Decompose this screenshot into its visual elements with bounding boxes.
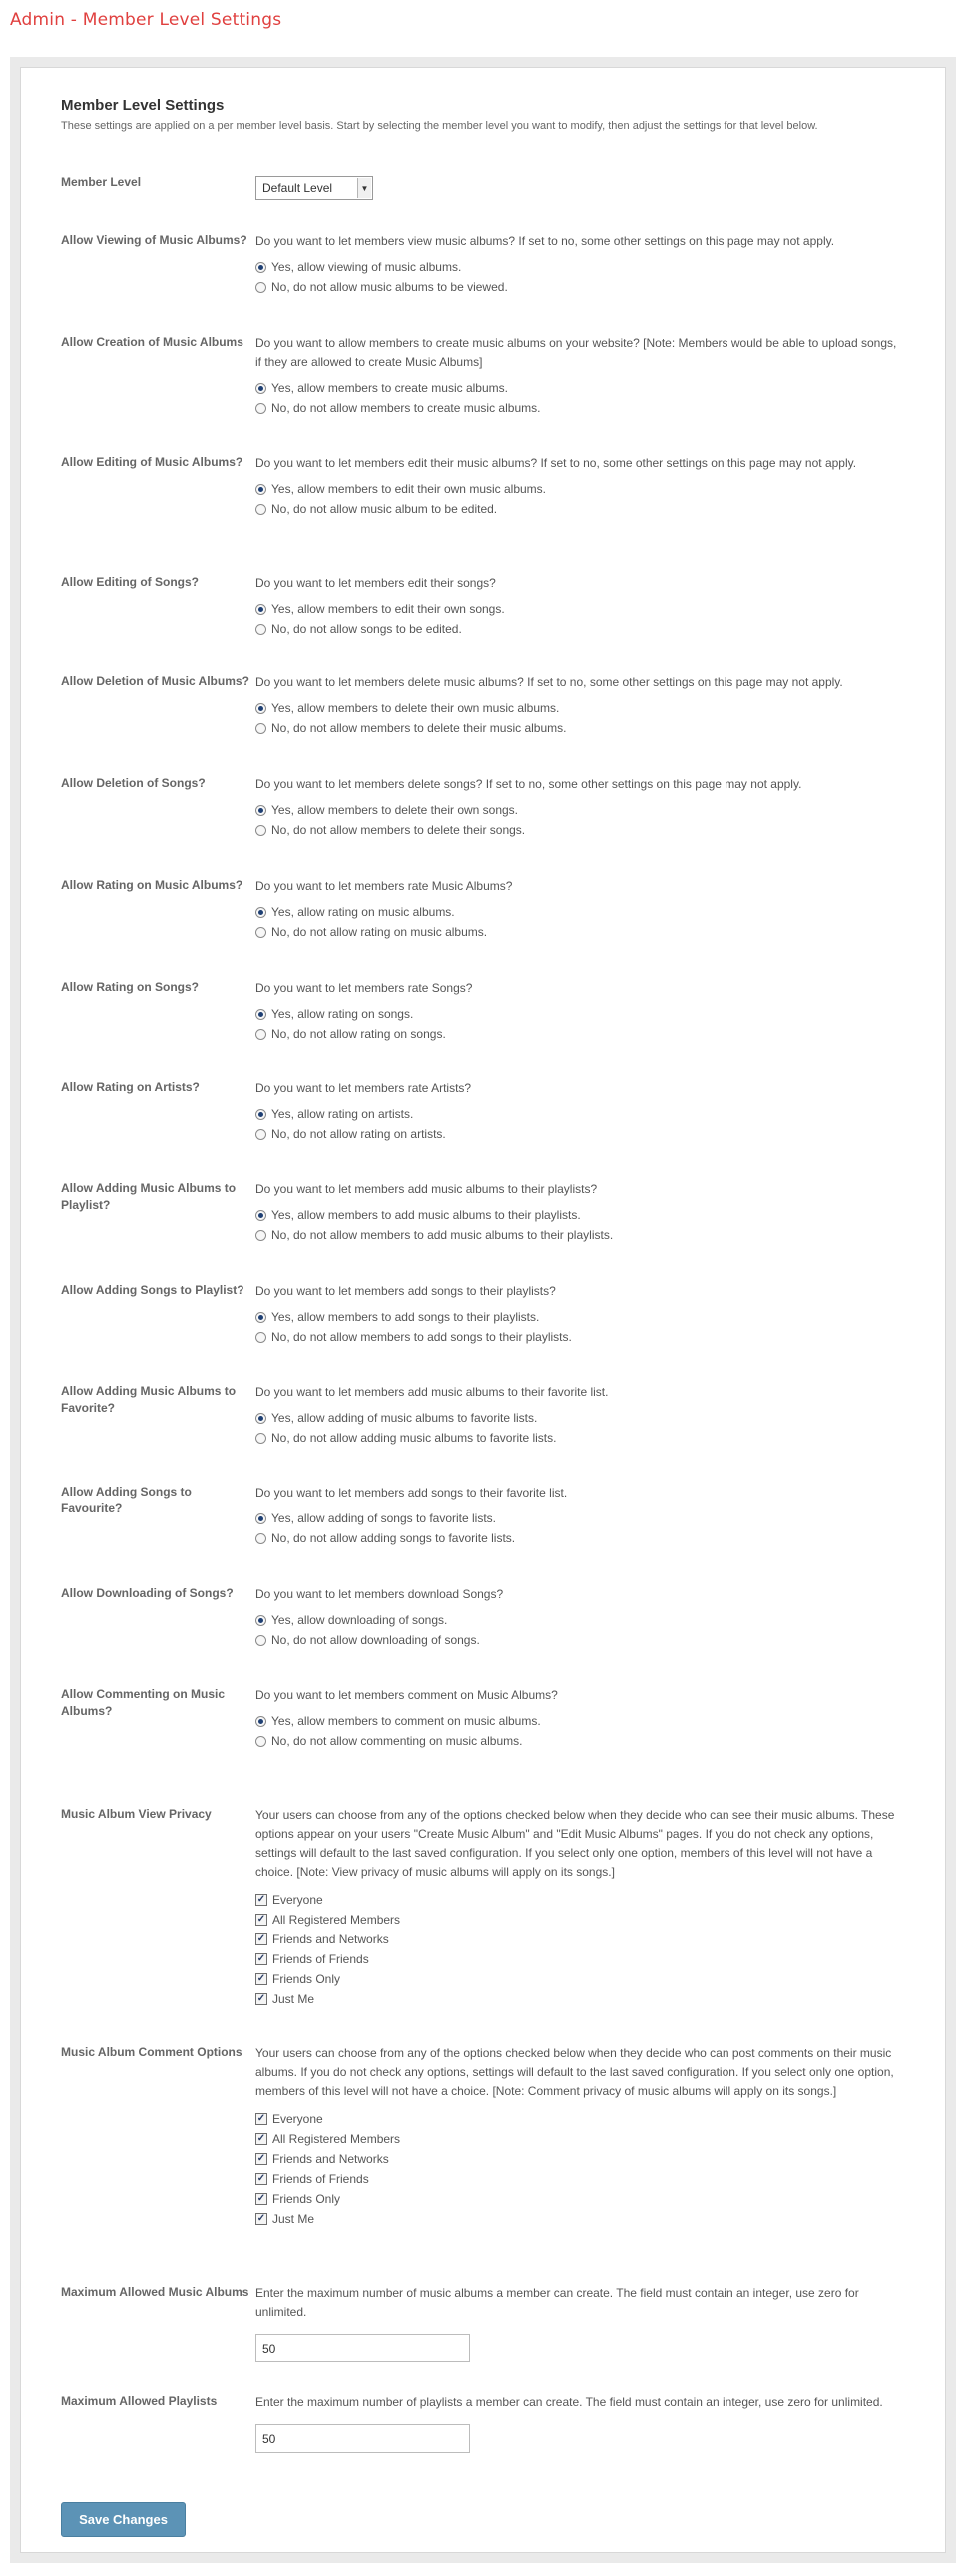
- radio-option-label: Yes, allow rating on music albums.: [271, 905, 455, 919]
- setting-label: Music Album Comment Options: [61, 2045, 242, 2059]
- setting-element: [255, 1180, 904, 1245]
- radio-selected[interactable]: [255, 1312, 266, 1323]
- radio-group: [255, 800, 904, 840]
- radio-group: [255, 902, 904, 942]
- radio-option[interactable]: [255, 1124, 904, 1144]
- member-level-selected-value: Default Level: [262, 181, 333, 195]
- radio-option[interactable]: [255, 922, 904, 942]
- checkbox-option-label: Everyone: [272, 2112, 323, 2126]
- radio-unselected[interactable]: [255, 1129, 266, 1140]
- checkbox-option-label: All Registered Members: [272, 1913, 401, 1927]
- member-level-label: Member Level: [61, 175, 142, 189]
- setting-description: Do you want to let members delete songs? If set to no, some other settings on this page may not apply.: [255, 777, 802, 791]
- radio-option-label: Yes, allow members to create music albums.: [271, 381, 508, 395]
- radio-option[interactable]: [255, 1024, 904, 1044]
- radio-option[interactable]: [255, 1225, 904, 1245]
- member-level-select[interactable]: [255, 176, 373, 200]
- check-icon[interactable]: ✓: [256, 1953, 266, 1964]
- radio-option-label: No, do not allow members to add music albums to their playlists.: [271, 1228, 614, 1242]
- radio-option[interactable]: [255, 1104, 904, 1124]
- radio-option[interactable]: [255, 1630, 904, 1650]
- check-icon[interactable]: ✓: [256, 1993, 266, 2004]
- radio-option-label: Yes, allow rating on songs.: [271, 1007, 414, 1021]
- checkbox-option[interactable]: [255, 2129, 904, 2149]
- radio-option-label: No, do not allow members to delete their music albums.: [271, 721, 567, 735]
- settings-panel: [20, 67, 946, 2553]
- radio-option[interactable]: [255, 378, 904, 398]
- radio-option-label: No, do not allow members to add songs to their playlists.: [271, 1330, 572, 1344]
- check-icon[interactable]: ✓: [256, 2193, 266, 2204]
- settings-panel-frame: [10, 57, 956, 2563]
- radio-unselected[interactable]: [255, 723, 266, 734]
- setting-element: [255, 2284, 904, 2362]
- radio-option-label: No, do not allow songs to be edited.: [271, 622, 462, 636]
- radio-selected[interactable]: [255, 383, 266, 394]
- radio-unselected[interactable]: [255, 927, 266, 938]
- setting-label: Allow Deletion of Music Albums?: [61, 674, 249, 688]
- checkbox-option[interactable]: [255, 1969, 904, 1989]
- radio-option[interactable]: [255, 599, 904, 619]
- check-icon[interactable]: ✓: [256, 2213, 266, 2224]
- setting-description: Your users can choose from any of the options checked below when they decide who can see their music albums. These options appear on your users "Create Music Album" and "Edit Music Albums" pages. If you do not check any options, settings will default to the last saved configuration. If you select only one option, members of this level will not have a choice. [Note: View privacy of music albums will apply on its songs.]: [255, 1808, 895, 1879]
- checkbox-group: [255, 2109, 904, 2229]
- setting-label: Maximum Allowed Playlists: [61, 2394, 218, 2408]
- checkbox-option[interactable]: [255, 2189, 904, 2209]
- setting-element: [255, 334, 904, 418]
- setting-description: Do you want to let members delete music albums? If set to no, some other settings on this page may not apply.: [255, 675, 843, 689]
- radio-option[interactable]: [255, 698, 904, 718]
- setting-element: [255, 574, 904, 639]
- radio-selected[interactable]: [255, 1210, 266, 1221]
- setting-label: Allow Adding Songs to Favourite?: [61, 1485, 192, 1515]
- setting-description: Do you want to allow members to create music albums on your website? [Note: Members would be able to upload songs, if they are allowed to create Music Albums]: [255, 336, 897, 369]
- setting-element: [255, 1686, 904, 1751]
- setting-element: [255, 1282, 904, 1347]
- checkbox-group: [255, 1890, 904, 2009]
- radio-group: [255, 1004, 904, 1044]
- radio-option[interactable]: [255, 1408, 904, 1428]
- setting-label: Maximum Allowed Music Albums: [61, 2285, 249, 2299]
- setting-element: [255, 979, 904, 1044]
- setting-description: Do you want to let members edit their songs?: [255, 576, 496, 590]
- radio-option[interactable]: [255, 398, 904, 418]
- radio-option[interactable]: [255, 499, 904, 519]
- radio-selected[interactable]: [255, 262, 266, 273]
- form-title: Member Level Settings: [61, 97, 225, 114]
- checkbox-option-label: Friends Only: [272, 1972, 341, 1986]
- radio-option-label: No, do not allow adding songs to favorite lists.: [271, 1531, 516, 1545]
- setting-description: Do you want to let members download Songs?: [255, 1587, 504, 1601]
- radio-unselected[interactable]: [255, 403, 266, 414]
- radio-group: [255, 257, 904, 297]
- check-icon[interactable]: ✓: [256, 2153, 266, 2164]
- radio-option-label: No, do not allow rating on music albums.: [271, 925, 488, 939]
- radio-option-label: Yes, allow members to add songs to their playlists.: [271, 1310, 540, 1324]
- radio-unselected[interactable]: [255, 1029, 266, 1040]
- check-icon[interactable]: ✓: [256, 1973, 266, 1984]
- setting-description: Do you want to let members edit their music albums? If set to no, some other settings on this page may not apply.: [255, 456, 857, 470]
- setting-description: Do you want to let members add music albums to their playlists?: [255, 1182, 598, 1196]
- setting-element: [255, 1806, 904, 2009]
- setting-description: Do you want to let members add music albums to their favorite list.: [255, 1385, 609, 1399]
- setting-description: Enter the maximum number of music albums a member can create. The field must contain an integer, use zero for unlimited.: [255, 2286, 859, 2319]
- checkbox-option[interactable]: [255, 2209, 904, 2229]
- radio-selected[interactable]: [255, 1413, 266, 1424]
- checkbox-option[interactable]: [255, 2149, 904, 2169]
- radio-unselected[interactable]: [255, 1332, 266, 1343]
- setting-label: Allow Adding Music Albums to Playlist?: [61, 1181, 237, 1212]
- radio-option-label: Yes, allow members to delete their own songs.: [271, 803, 519, 817]
- setting-element: [255, 877, 904, 942]
- radio-option-label: Yes, allow adding of music albums to favorite lists.: [271, 1411, 538, 1425]
- checkbox-option-label: Everyone: [272, 1893, 323, 1907]
- checkbox-option[interactable]: [255, 1949, 904, 1969]
- setting-label: Allow Rating on Music Albums?: [61, 878, 243, 892]
- checkbox-option[interactable]: [255, 2169, 904, 2189]
- setting-element: [255, 232, 904, 297]
- radio-option-label: No, do not allow members to delete their songs.: [271, 823, 526, 837]
- max-playlists-input[interactable]: [255, 2424, 470, 2453]
- setting-label: Allow Editing of Music Albums?: [61, 455, 243, 469]
- checkbox-option-label: Just Me: [272, 2212, 315, 2226]
- checkbox-option-label: Friends and Networks: [272, 1932, 389, 1946]
- radio-option-label: No, do not allow rating on songs.: [271, 1027, 446, 1041]
- checkbox-option[interactable]: [255, 1890, 904, 1910]
- radio-unselected[interactable]: [255, 624, 266, 635]
- save-changes-button[interactable]: Save Changes: [61, 2502, 186, 2537]
- checkbox-option-label: Friends and Networks: [272, 2152, 389, 2166]
- setting-label: Allow Adding Music Albums to Favorite?: [61, 1384, 237, 1415]
- setting-element: [255, 673, 904, 738]
- radio-option-label: No, do not allow commenting on music albums.: [271, 1734, 523, 1748]
- radio-option[interactable]: [255, 1731, 904, 1751]
- radio-option-label: Yes, allow rating on artists.: [271, 1107, 414, 1121]
- setting-description: Do you want to let members rate Songs?: [255, 981, 473, 995]
- radio-selected[interactable]: [255, 1615, 266, 1626]
- radio-option[interactable]: [255, 277, 904, 297]
- radio-option-label: No, do not allow music album to be edited.: [271, 502, 498, 516]
- setting-element: [255, 1585, 904, 1650]
- radio-group: [255, 1711, 904, 1751]
- radio-selected[interactable]: [255, 907, 266, 918]
- radio-option-label: Yes, allow members to comment on music albums.: [271, 1714, 541, 1728]
- check-icon[interactable]: ✓: [256, 1933, 266, 1944]
- setting-description: Do you want to let members rate Artists?: [255, 1081, 472, 1095]
- setting-element: [255, 1484, 904, 1548]
- setting-label: Allow Deletion of Songs?: [61, 776, 206, 790]
- setting-description: Your users can choose from any of the options checked below when they decide who can post comments on their music albums. If you do not check any options, settings will default to the last saved configuration. If you select only one option, members of this level will not have a choice. [Note: Comment privacy of music albums will apply on its songs.]: [255, 2046, 894, 2098]
- setting-element: [255, 2393, 904, 2453]
- radio-option-label: Yes, allow adding of songs to favorite lists.: [271, 1511, 497, 1525]
- checkbox-option[interactable]: [255, 1989, 904, 2009]
- setting-label: Allow Downloading of Songs?: [61, 1586, 234, 1600]
- radio-option-label: Yes, allow downloading of songs.: [271, 1613, 448, 1627]
- check-icon[interactable]: ✓: [256, 1894, 266, 1905]
- checkbox-option-label: Just Me: [272, 1992, 315, 2006]
- radio-option[interactable]: [255, 1004, 904, 1024]
- radio-option-label: No, do not allow adding music albums to favorite lists.: [271, 1431, 557, 1445]
- radio-option[interactable]: [255, 1428, 904, 1448]
- radio-option[interactable]: [255, 718, 904, 738]
- radio-option[interactable]: [255, 1327, 904, 1347]
- radio-unselected[interactable]: [255, 1230, 266, 1241]
- radio-group: [255, 1508, 904, 1548]
- check-icon[interactable]: ✓: [256, 1914, 266, 1925]
- radio-selected[interactable]: [255, 604, 266, 615]
- setting-label: Allow Viewing of Music Albums?: [61, 233, 247, 247]
- radio-option-label: No, do not allow members to create music albums.: [271, 401, 541, 415]
- radio-unselected[interactable]: [255, 1736, 266, 1747]
- radio-group: [255, 1205, 904, 1245]
- checkbox-option-label: Friends Only: [272, 2192, 341, 2206]
- radio-option-label: Yes, allow members to edit their own music albums.: [271, 482, 547, 496]
- form-description: These settings are applied on a per member level basis. Start by selecting the member level you want to modify, then adjust the settings for that level below.: [61, 120, 818, 132]
- radio-option[interactable]: [255, 800, 904, 820]
- radio-unselected[interactable]: [255, 282, 266, 293]
- radio-group: [255, 1610, 904, 1650]
- radio-group: [255, 599, 904, 639]
- checkbox-option-label: Friends of Friends: [272, 1952, 369, 1966]
- setting-label: Allow Editing of Songs?: [61, 575, 199, 589]
- setting-element: [255, 1079, 904, 1144]
- setting-element: [255, 775, 904, 840]
- setting-description: Do you want to let members add songs to their favorite list.: [255, 1486, 568, 1500]
- radio-group: [255, 1104, 904, 1144]
- setting-label: Music Album View Privacy: [61, 1807, 212, 1821]
- radio-unselected[interactable]: [255, 504, 266, 515]
- checkbox-option[interactable]: [255, 1930, 904, 1949]
- checkbox-option-label: All Registered Members: [272, 2132, 401, 2146]
- setting-label: Allow Commenting on Music Albums?: [61, 1687, 225, 1718]
- setting-description: Do you want to let members add songs to their playlists?: [255, 1284, 556, 1298]
- radio-group: [255, 1408, 904, 1448]
- check-icon[interactable]: ✓: [256, 2173, 266, 2184]
- radio-group: [255, 1307, 904, 1347]
- radio-option[interactable]: [255, 1205, 904, 1225]
- radio-selected[interactable]: [255, 703, 266, 714]
- setting-description: Do you want to let members rate Music Albums?: [255, 879, 513, 893]
- radio-option[interactable]: [255, 820, 904, 840]
- radio-group: [255, 698, 904, 738]
- radio-option-label: Yes, allow members to add music albums to their playlists.: [271, 1208, 581, 1222]
- radio-selected[interactable]: [255, 484, 266, 495]
- chevron-down-icon[interactable]: ▼: [357, 178, 371, 198]
- radio-option[interactable]: [255, 1508, 904, 1528]
- radio-option[interactable]: [255, 1528, 904, 1548]
- max-albums-input[interactable]: [255, 2334, 470, 2362]
- setting-label: Allow Creation of Music Albums: [61, 335, 243, 349]
- radio-unselected[interactable]: [255, 825, 266, 836]
- radio-option[interactable]: [255, 257, 904, 277]
- radio-unselected[interactable]: [255, 1433, 266, 1444]
- radio-option-label: No, do not allow downloading of songs.: [271, 1633, 480, 1647]
- radio-selected[interactable]: [255, 1513, 266, 1524]
- checkbox-option[interactable]: [255, 2109, 904, 2129]
- radio-option[interactable]: [255, 1307, 904, 1327]
- radio-option-label: Yes, allow viewing of music albums.: [271, 260, 462, 274]
- radio-option[interactable]: [255, 619, 904, 639]
- radio-group: [255, 378, 904, 418]
- checkbox-option[interactable]: [255, 1910, 904, 1930]
- settings-form: [61, 97, 917, 2527]
- radio-selected[interactable]: [255, 1009, 266, 1020]
- radio-option[interactable]: [255, 902, 904, 922]
- check-icon[interactable]: ✓: [256, 2113, 266, 2124]
- setting-element: [255, 2044, 904, 2229]
- radio-selected[interactable]: [255, 1716, 266, 1727]
- radio-option-label: Yes, allow members to delete their own music albums.: [271, 701, 560, 715]
- radio-group: [255, 479, 904, 519]
- setting-label: Allow Rating on Artists?: [61, 1080, 200, 1094]
- setting-description: Enter the maximum number of playlists a member can create. The field must contain an integer, use zero for unlimited.: [255, 2395, 883, 2409]
- radio-option[interactable]: [255, 479, 904, 499]
- check-icon[interactable]: ✓: [256, 2133, 266, 2144]
- setting-element: [255, 1383, 904, 1448]
- radio-option-label: No, do not allow rating on artists.: [271, 1127, 446, 1141]
- radio-selected[interactable]: [255, 805, 266, 816]
- setting-description: Do you want to let members view music albums? If set to no, some other settings on this page may not apply.: [255, 234, 835, 248]
- radio-option-label: No, do not allow music albums to be viewed.: [271, 280, 508, 294]
- radio-option-label: Yes, allow members to edit their own songs.: [271, 602, 505, 616]
- setting-element: [255, 454, 904, 519]
- radio-selected[interactable]: [255, 1109, 266, 1120]
- setting-label: Allow Adding Songs to Playlist?: [61, 1283, 244, 1297]
- page-title: Admin - Member Level Settings: [10, 10, 282, 30]
- setting-label: Allow Rating on Songs?: [61, 980, 199, 994]
- radio-option[interactable]: [255, 1711, 904, 1731]
- radio-option[interactable]: [255, 1610, 904, 1630]
- checkbox-option-label: Friends of Friends: [272, 2172, 369, 2186]
- radio-unselected[interactable]: [255, 1635, 266, 1646]
- setting-description: Do you want to let members comment on Music Albums?: [255, 1688, 558, 1702]
- radio-unselected[interactable]: [255, 1533, 266, 1544]
